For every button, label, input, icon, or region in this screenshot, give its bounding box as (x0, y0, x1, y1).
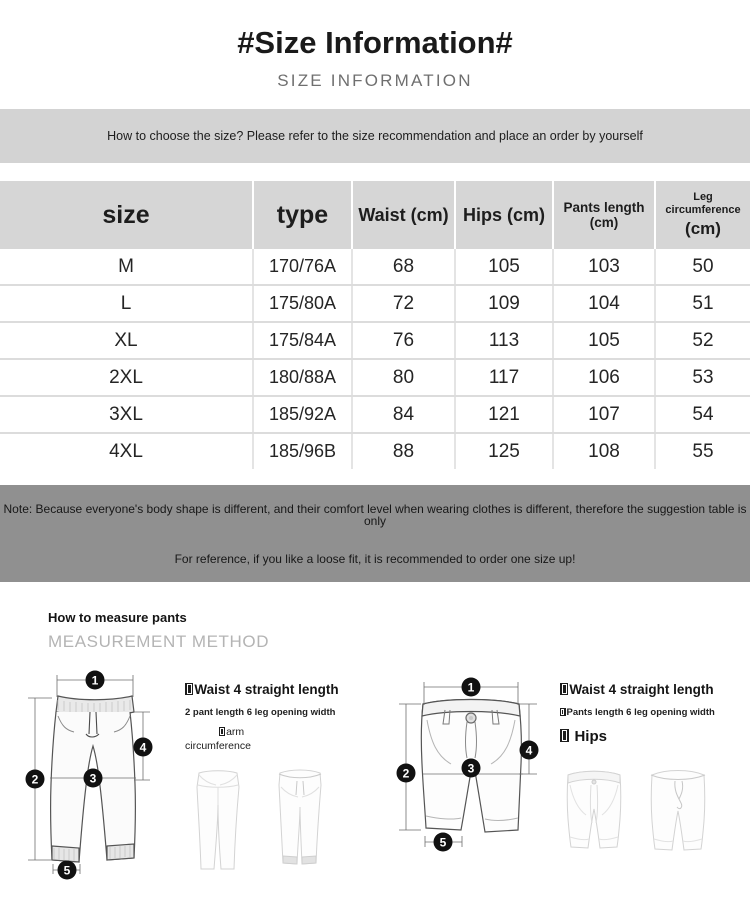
intro-text: How to choose the size? Please refer to the size recommendation and place an order by yourself (107, 129, 643, 144)
page-title: #Size Information# (237, 25, 513, 60)
svg-text:5: 5 (63, 863, 71, 878)
missing-glyph-icon (560, 683, 568, 695)
cell-size: M (0, 249, 253, 285)
pants-thumbnail-jogger (267, 765, 333, 877)
cell-type: 180/88A (253, 359, 352, 396)
shorts-legend-hips (560, 728, 750, 745)
pants-illustration (0, 660, 185, 885)
svg-text:2: 2 (31, 772, 39, 787)
svg-text:5: 5 (439, 835, 447, 850)
cell-leg-circumference: 50 (655, 249, 750, 285)
table-row (0, 359, 750, 396)
cell-waist: 72 (352, 285, 455, 322)
size-table (0, 181, 750, 469)
cell-hips: 105 (455, 249, 553, 285)
shorts-thumbnail-drawstring (644, 757, 712, 863)
cell-leg-circumference: 51 (655, 285, 750, 322)
shorts-legend-hips-text: Hips (574, 728, 607, 746)
pants-figure (0, 660, 185, 885)
cell-pants-length: 108 (553, 433, 655, 469)
missing-glyph-icon (560, 708, 566, 716)
column-header-hips: Hips (cm) (455, 181, 553, 249)
cell-waist: 88 (352, 433, 455, 469)
title-block (0, 0, 750, 91)
cell-pants-length: 104 (553, 285, 655, 322)
table-row (0, 322, 750, 359)
pants-thumbnail-row (185, 765, 375, 877)
cell-hips: 113 (455, 322, 553, 359)
cell-waist: 68 (352, 249, 455, 285)
cell-type: 175/80A (253, 285, 352, 322)
note-line-2: For reference, if you like a loose fit, it is recommended to order one size up! (174, 551, 576, 566)
table-row (0, 249, 750, 285)
pants-legend-sub: 2 pant length 6 leg opening width (185, 707, 336, 719)
svg-text:1: 1 (467, 680, 475, 695)
pants-legend-extra (185, 726, 375, 753)
pants-diagram-column (0, 660, 375, 885)
size-table-head (0, 181, 750, 249)
measurement-subheading: MEASUREMENT METHOD (48, 632, 270, 652)
measurement-section (0, 610, 750, 885)
pants-legend-extra-line1: arm (226, 726, 245, 739)
note-line-1: Note: Because everyone's body shape is different, and their comfort level when wearing clothes is different, therefore the suggestion table is only (3, 501, 747, 528)
cell-pants-length: 107 (553, 396, 655, 433)
cell-size: L (0, 285, 253, 322)
shorts-figure (375, 660, 560, 885)
cell-size: 4XL (0, 433, 253, 469)
shorts-illustration (375, 660, 560, 885)
cell-pants-length: 106 (553, 359, 655, 396)
svg-text:2: 2 (402, 766, 410, 781)
cell-waist: 80 (352, 359, 455, 396)
cell-type: 185/96B (253, 433, 352, 469)
missing-glyph-icon (185, 683, 193, 695)
cell-type: 175/84A (253, 322, 352, 359)
column-header-size: size (0, 181, 253, 249)
table-header-row (0, 181, 750, 249)
pants-thumbnail-front (185, 765, 251, 877)
pants-legend (185, 660, 375, 885)
page-subtitle: SIZE INFORMATION (277, 71, 473, 91)
measurement-heading: How to measure pants (48, 610, 187, 626)
column-header-type: type (253, 181, 352, 249)
size-table-wrapper (0, 181, 750, 469)
cell-size: XL (0, 322, 253, 359)
intro-banner (0, 109, 750, 163)
pants-legend-title (185, 682, 375, 698)
cell-waist: 84 (352, 396, 455, 433)
shorts-legend-title (560, 682, 750, 698)
cell-hips: 109 (455, 285, 553, 322)
pants-legend-title-text: Waist 4 straight length (194, 682, 339, 698)
column-header-leg-circumference (655, 181, 750, 249)
size-table-body (0, 249, 750, 469)
cell-size: 2XL (0, 359, 253, 396)
leg-circumference-label: Leg circumference (665, 190, 741, 217)
missing-glyph-icon (219, 727, 225, 736)
shorts-legend-sub (560, 707, 750, 719)
pants-legend-extra-line2: circumference (185, 739, 251, 752)
shorts-diagram-column (375, 660, 750, 885)
table-row (0, 285, 750, 322)
missing-glyph-icon (560, 729, 569, 743)
cell-hips: 121 (455, 396, 553, 433)
shorts-legend-sub-text: Pants length 6 leg opening width (566, 707, 715, 719)
svg-text:4: 4 (525, 743, 533, 758)
cell-leg-circumference: 55 (655, 433, 750, 469)
shorts-legend-title-text: Waist 4 straight length (569, 682, 714, 698)
shorts-legend (560, 660, 750, 885)
cell-pants-length: 105 (553, 322, 655, 359)
column-header-waist: Waist (cm) (352, 181, 455, 249)
cell-leg-circumference: 53 (655, 359, 750, 396)
shorts-thumbnail-row (560, 757, 750, 863)
note-banner (0, 485, 750, 582)
cell-size: 3XL (0, 396, 253, 433)
shorts-thumbnail-front (560, 757, 628, 863)
svg-text:1: 1 (91, 673, 99, 688)
table-row (0, 396, 750, 433)
cell-pants-length: 103 (553, 249, 655, 285)
cell-hips: 125 (455, 433, 553, 469)
svg-text:3: 3 (89, 771, 97, 786)
svg-text:3: 3 (467, 761, 475, 776)
cell-type: 185/92A (253, 396, 352, 433)
cell-hips: 117 (455, 359, 553, 396)
table-row (0, 433, 750, 469)
cell-leg-circumference: 52 (655, 322, 750, 359)
cell-leg-circumference: 54 (655, 396, 750, 433)
cell-waist: 76 (352, 322, 455, 359)
svg-text:4: 4 (139, 740, 147, 755)
cell-type: 170/76A (253, 249, 352, 285)
column-header-pants-length: Pants length (cm) (553, 181, 655, 249)
diagram-row (0, 660, 750, 885)
leg-circumference-unit: (cm) (685, 219, 721, 239)
